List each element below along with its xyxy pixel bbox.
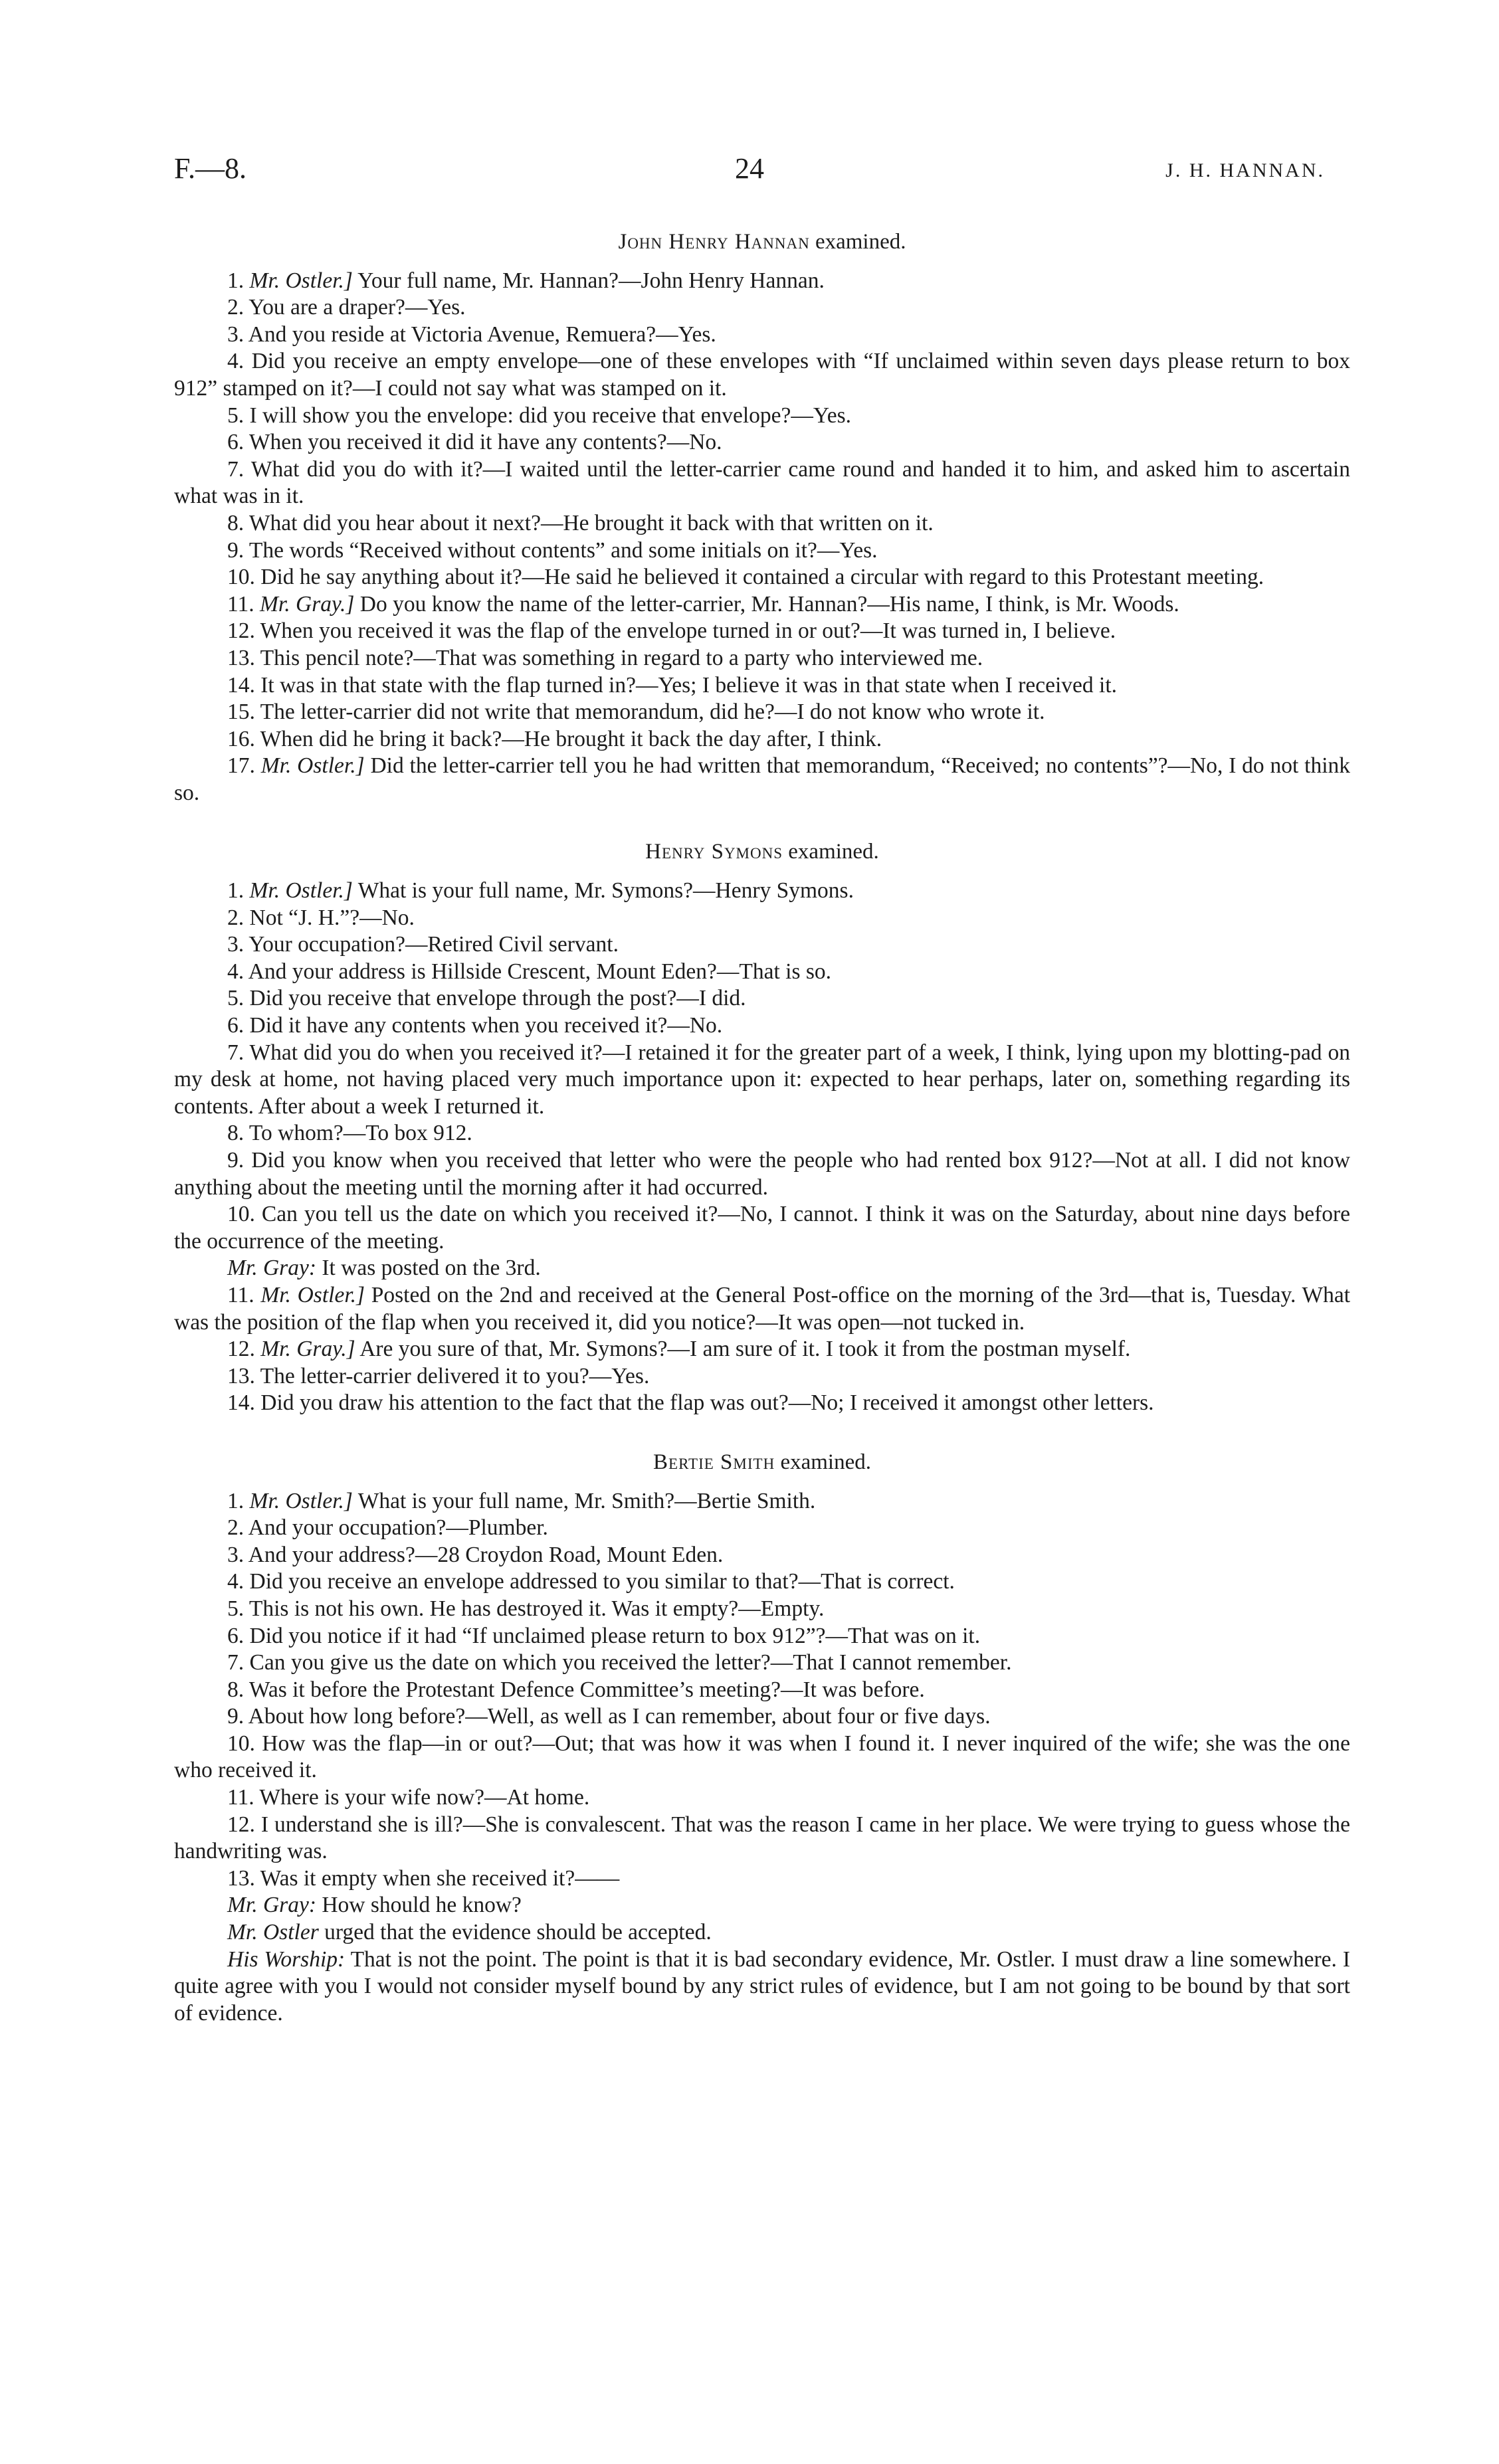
testimony-text: I will show you the envelope: did you receive that envelope?—Yes.: [249, 403, 852, 428]
testimony-text: What is your full name, Mr. Smith?—Bertie Smith.: [357, 1488, 816, 1513]
testimony-paragraph: [174, 1703, 1350, 1731]
testimony-text: To whom?—To box 912.: [249, 1121, 472, 1146]
question-number: 9.: [227, 1704, 245, 1729]
speaker-label: Mr. Gray:: [227, 1256, 316, 1281]
testimony-text: This pencil note?—That was something in regard to a party who interviewed me.: [260, 645, 983, 670]
testimony-paragraph: [174, 403, 1350, 430]
testimony-text: What did you hear about it next?—He brought it back with that written on it.: [249, 510, 934, 535]
testimony-text: Was it before the Protestant Defence Committee’s meeting?—It was before.: [249, 1677, 925, 1702]
question-number: 7.: [227, 1040, 245, 1065]
testimony-paragraph: [174, 1488, 1350, 1515]
question-number: 3.: [227, 322, 245, 347]
testimony-text: Do you know the name of the letter-carrier, Mr. Hannan?—His name, I think, is Mr. Woods.: [359, 591, 1179, 616]
question-number: 2.: [227, 295, 245, 320]
testimony-paragraph: [174, 1677, 1350, 1704]
testimony-text: Are you sure of that, Mr. Symons?—I am sure of it. I took it from the postman myself.: [359, 1337, 1131, 1362]
testimony-paragraph: [174, 1568, 1350, 1596]
testimony-paragraph: [174, 1255, 1350, 1282]
testimony-text: Did you receive an empty envelope—one of these envelopes with “If unclaimed within seven days please return to box 912” stamped on it?—I could not say what was stamped on it.: [174, 349, 1350, 401]
testimony-paragraph: [174, 931, 1350, 959]
witness-heading-suffix: examined.: [815, 230, 906, 254]
testimony-paragraph: [174, 672, 1350, 700]
testimony-text: urged that the evidence should be accepted.: [324, 1920, 712, 1945]
testimony-text: It was in that state with the flap turned in?—Yes; I believe it was in that state when I received it.: [260, 672, 1118, 698]
question-number: 6.: [227, 1623, 245, 1648]
question-number: 10.: [227, 1202, 255, 1227]
testimony-text: The words “Received without contents” and some initials on it?—Yes.: [249, 537, 878, 563]
testimony-paragraph: [174, 645, 1350, 672]
testimony-paragraph: [174, 348, 1350, 402]
testimony-paragraph: [174, 1515, 1350, 1542]
testimony-paragraph: [174, 985, 1350, 1012]
testimony-paragraph: [174, 878, 1350, 905]
testimony-text: Did you notice if it had “If unclaimed please return to box 912”?—That was on it.: [249, 1623, 981, 1648]
question-number: 8.: [227, 510, 245, 535]
witness-heading-suffix: examined.: [788, 840, 879, 864]
question-number: 11.: [227, 591, 254, 616]
testimony-text: Did the letter-carrier tell you he had written that memorandum, “Received; no contents”?—No, I do not think so.: [174, 753, 1351, 805]
question-number: 4.: [227, 959, 245, 984]
testimony-paragraph: [174, 1865, 1350, 1893]
question-number: 12.: [227, 618, 255, 644]
testimony-paragraph: [174, 510, 1350, 537]
speaker-label: Mr. Ostler.]: [260, 1282, 365, 1307]
question-number: 7.: [227, 456, 245, 482]
testimony-text: And your occupation?—Plumber.: [248, 1515, 548, 1541]
testimony-paragraph: [174, 591, 1350, 618]
testimony-text: What did you do with it?—I waited until the letter-carrier came round and handed it to him, and asked him to ascertain what was in it.: [174, 456, 1350, 509]
testimony-paragraph: [174, 1201, 1350, 1255]
speaker-label: Mr. Ostler.]: [249, 878, 353, 903]
question-number: 14.: [227, 672, 255, 698]
testimony-paragraph: [174, 1650, 1350, 1677]
testimony-paragraph: [174, 1336, 1350, 1363]
question-number: 1.: [227, 878, 245, 903]
testimony-text: What did you do when you received it?—I retained it for the greater part of a week, I think, lying upon my blotting-pad on my desk at home, not having placed very much importance upon it: expected to hear perhaps, later on, something regarding its contents. After about a week I returned it.: [174, 1040, 1350, 1119]
witness-heading-suffix: examined.: [780, 1450, 871, 1474]
testimony-text: Did you know when you received that letter who were the people who had rented box 912?—Not at all. I did not know anything about the meeting until the morning after it had occurred.: [174, 1148, 1350, 1200]
testimony-text: How was the flap—in or out?—Out; that was how it was when I found it. I never inquired of the wife; she was the one who received it.: [174, 1731, 1350, 1783]
testimony-text: When you received it did it have any contents?—No.: [249, 430, 722, 455]
speaker-label: Mr. Gray.]: [260, 1337, 355, 1362]
testimony-paragraph: [174, 726, 1350, 753]
section-gap: [174, 1417, 1350, 1440]
question-number: 9.: [227, 1148, 245, 1173]
question-number: 1.: [227, 268, 245, 293]
page-header: [174, 151, 1325, 198]
question-number: 3.: [227, 1542, 245, 1567]
witness-heading: [174, 1449, 1350, 1476]
testimony-paragraph: [174, 699, 1350, 726]
question-number: 6.: [227, 430, 245, 455]
testimony-text: And you reside at Victoria Avenue, Remuera?—Yes.: [248, 322, 716, 347]
question-number: 5.: [227, 1596, 245, 1621]
testimony-text: And your address?—28 Croydon Road, Mount Eden.: [248, 1542, 724, 1567]
speaker-label: Mr. Ostler.]: [249, 268, 353, 293]
section-gap: [174, 806, 1350, 829]
witness-name: John Henry Hannan: [618, 230, 810, 254]
testimony-text: That is not the point. The point is that it is bad secondary evidence, Mr. Ostler. I must draw a line somewhere. I quite agree with you I would not consider myself bound by any strict rules of evidence, but I am not going to be bound by that sort of evidence.: [174, 1946, 1351, 2026]
testimony-paragraph: [174, 1120, 1350, 1147]
question-number: 13.: [227, 1865, 255, 1891]
testimony-paragraph: [174, 1282, 1350, 1336]
question-number: 12.: [227, 1812, 255, 1837]
testimony-text: I understand she is ill?—She is convalescent. That was the reason I came in her place. We were trying to guess whose the handwriting was.: [174, 1812, 1350, 1864]
question-number: 7.: [227, 1650, 245, 1675]
question-number: 1.: [227, 1488, 245, 1513]
testimony-text: Not “J. H.”?—No.: [249, 905, 415, 930]
question-number: 10.: [227, 1731, 255, 1756]
witness-name: Bertie Smith: [653, 1450, 775, 1474]
testimony-text: The letter-carrier delivered it to you?—Yes.: [260, 1363, 650, 1388]
testimony-paragraph: [174, 1784, 1350, 1812]
speaker-label: Mr. Gray.]: [260, 591, 355, 616]
testimony-paragraph: [174, 456, 1350, 510]
testimony-paragraph: [174, 1919, 1350, 1946]
testimony-text: Did you receive that envelope through the post?—I did.: [249, 986, 746, 1011]
testimony-paragraph: [174, 1812, 1350, 1865]
question-number: 3.: [227, 932, 245, 957]
question-number: 10.: [227, 565, 255, 590]
testimony-text: When did he bring it back?—He brought it back the day after, I think.: [260, 726, 882, 751]
testimony-text: You are a draper?—Yes.: [249, 295, 466, 320]
question-number: 16.: [227, 726, 255, 751]
testimony-paragraph: [174, 1892, 1350, 1919]
testimony-paragraph: [174, 537, 1350, 565]
testimony-text: And your address is Hillside Crescent, Mount Eden?—That is so.: [248, 959, 832, 984]
testimony-paragraph: [174, 905, 1350, 932]
document-reference: F.—8.: [174, 152, 247, 185]
testimony-paragraph: [174, 1623, 1350, 1650]
testimony-paragraph: [174, 294, 1350, 322]
question-number: 13.: [227, 645, 255, 670]
testimony-text: Your full name, Mr. Hannan?—John Henry Hannan.: [357, 268, 825, 293]
witness-name: Henry Symons: [645, 840, 783, 864]
testimony-text: It was posted on the 3rd.: [322, 1256, 541, 1281]
witness-heading: [174, 229, 1350, 256]
speaker-label: Mr. Ostler.]: [260, 753, 365, 779]
testimony-text: Did he say anything about it?—He said he believed it contained a circular with regard to this Protestant meeting.: [260, 565, 1264, 590]
testimony-text: Did you draw his attention to the fact that the flap was out?—No; I received it amongst other letters.: [260, 1390, 1154, 1416]
testimony-text: Your occupation?—Retired Civil servant.: [249, 932, 619, 957]
testimony-paragraph: [174, 564, 1350, 591]
testimony-paragraph: [174, 959, 1350, 986]
testimony-text: How should he know?: [322, 1893, 522, 1918]
speaker-label: His Worship:: [227, 1946, 346, 1972]
speaker-label: Mr. Ostler: [227, 1920, 319, 1945]
question-number: 8.: [227, 1121, 245, 1146]
testimony-paragraph: [174, 1731, 1350, 1784]
question-number: 11.: [227, 1785, 254, 1810]
testimony-paragraph: [174, 618, 1350, 645]
testimony-paragraph: [174, 1542, 1350, 1569]
testimony-paragraph: [174, 322, 1350, 349]
document-body: [174, 219, 1350, 2027]
testimony-paragraph: [174, 429, 1350, 456]
question-number: 2.: [227, 905, 245, 930]
question-number: 8.: [227, 1677, 245, 1702]
question-number: 17.: [227, 753, 255, 779]
question-number: 4.: [227, 1569, 245, 1594]
question-number: 6.: [227, 1013, 245, 1038]
testimony-text: About how long before?—Well, as well as I can remember, about four or five days.: [248, 1704, 991, 1729]
testimony-paragraph: [174, 1040, 1350, 1121]
testimony-text: Did you receive an envelope addressed to you similar to that?—That is correct.: [249, 1569, 955, 1594]
question-number: 2.: [227, 1515, 245, 1541]
testimony-paragraph: [174, 268, 1350, 295]
running-head: J. H. HANNAN.: [1165, 159, 1325, 181]
testimony-text: This is not his own. He has destroyed it. Was it empty?—Empty.: [249, 1596, 825, 1621]
witness-heading: [174, 838, 1350, 866]
testimony-text: Where is your wife now?—At home.: [259, 1785, 590, 1810]
speaker-label: Mr. Ostler.]: [249, 1488, 353, 1513]
testimony-paragraph: [174, 1012, 1350, 1040]
question-number: 4.: [227, 349, 245, 374]
question-number: 11.: [227, 1282, 254, 1307]
testimony-text: Was it empty when she received it?——: [260, 1865, 620, 1891]
question-number: 9.: [227, 537, 245, 563]
testimony-text: Can you tell us the date on which you received it?—No, I cannot. I think it was on the Saturday, about nine days before the occurrence of the meeting.: [174, 1202, 1351, 1254]
question-number: 13.: [227, 1363, 255, 1388]
testimony-paragraph: [174, 1390, 1350, 1417]
speaker-label: Mr. Gray:: [227, 1893, 316, 1918]
testimony-text: Can you give us the date on which you received the letter?—That I cannot remember.: [249, 1650, 1012, 1675]
page-number: 24: [735, 152, 764, 185]
testimony-paragraph: [174, 1147, 1350, 1201]
testimony-paragraph: [174, 1363, 1350, 1390]
question-number: 15.: [227, 700, 255, 725]
question-number: 14.: [227, 1390, 255, 1416]
testimony-text: The letter-carrier did not write that memorandum, did he?—I do not know who wrote it.: [260, 700, 1045, 725]
testimony-text: Did it have any contents when you received it?—No.: [249, 1013, 723, 1038]
question-number: 12.: [227, 1337, 255, 1362]
question-number: 5.: [227, 403, 245, 428]
testimony-paragraph: [174, 1596, 1350, 1623]
testimony-paragraph: [174, 753, 1350, 806]
testimony-text: When you received it was the flap of the envelope turned in or out?—It was turned in, I believe.: [260, 618, 1116, 644]
testimony-paragraph: [174, 1946, 1350, 2028]
testimony-text: What is your full name, Mr. Symons?—Henry Symons.: [357, 878, 854, 903]
testimony-text: Posted on the 2nd and received at the General Post-office on the morning of the 3rd—that is, Tuesday. What was the position of the flap when you received it, did you notice?—It was open—not tucked in.: [174, 1282, 1351, 1335]
question-number: 5.: [227, 986, 245, 1011]
